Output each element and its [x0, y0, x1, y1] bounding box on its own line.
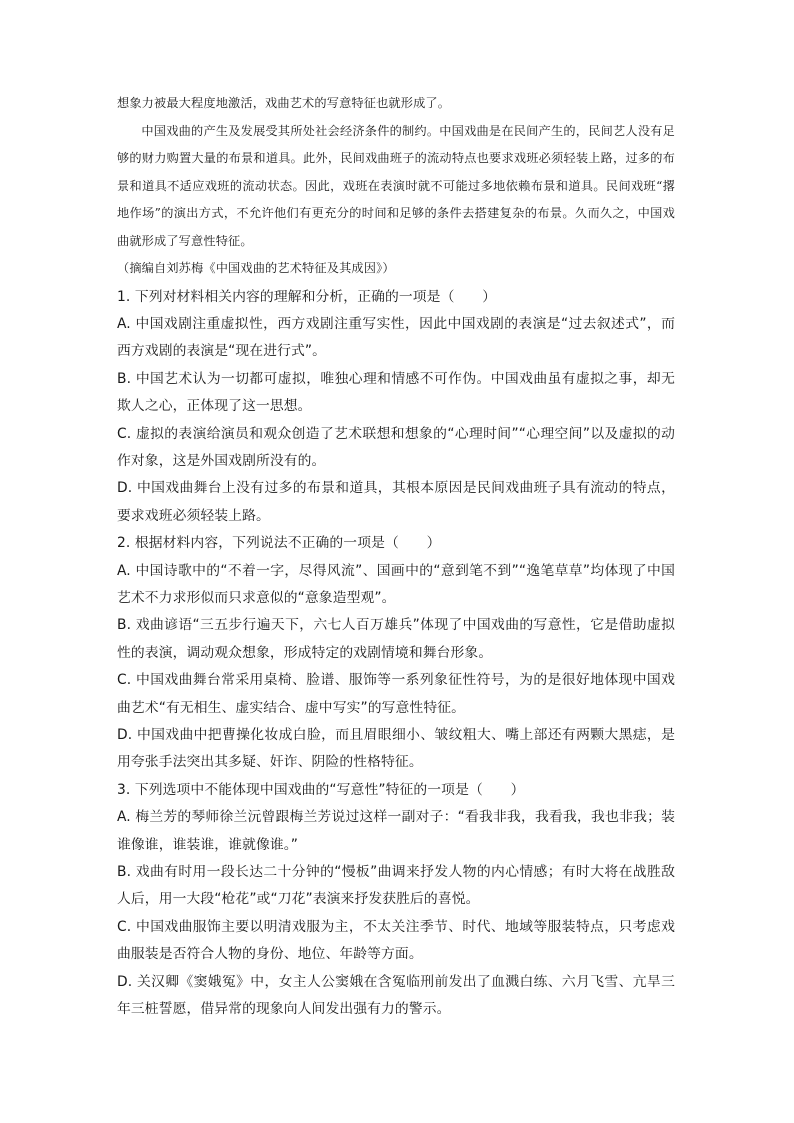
question-1-option-c: C. 虚拟的表演给演员和观众创造了艺术联想和想象的“心理时间”“心理空间”以及虚拟的动作对象，这是外国戏剧所没有的。	[117, 425, 675, 469]
question-stem-2: 2. 根据材料内容，下列说法不正确的一项是（ ）	[117, 535, 441, 552]
question-3-option-d: D. 关汉卿《窦娥冤》中，女主人公窦娥在含冤临刑前发出了血溅白练、六月飞雪、亢旱三年三桩誓愿，借异常的现象向人间发出强有力的警示。	[117, 973, 675, 1018]
passage-source: （摘编自刘苏梅《中国戏曲的艺术特征及其成因》）	[117, 261, 395, 275]
reading-passage	[117, 90, 675, 283]
passage-paragraph: 中国戏曲的产生及发展受其所处社会经济条件的制约。中国戏曲是在民间产生的，民间艺人没有足够的财力购置大量的布景和道具。此外，民间戏曲班子的流动特点也要求戏班必须轻装上路，过多的布景和道具不适应戏班的流动状态。因此，戏班在表演时就不可能过多地依赖布景和道具。民间戏班“撂地作场”的演出方式，不允许他们有更充分的时间和足够的条件去搭建复杂的布景。久而久之，中国戏曲就形成了写意性特征。	[117, 123, 675, 248]
question-list	[117, 284, 675, 1024]
question-2-option-d: D. 中国戏曲中把曹操化妆成白脸，而且眉眼细小、皱纹粗大、嘴上部还有两颗大黑痣，是用夸张手法突出其多疑、奸诈、阴险的性格特征。	[117, 727, 675, 771]
question-1-option-a: A. 中国戏剧注重虚拟性，西方戏剧注重写实性，因此中国戏剧的表演是“过去叙述式”，而西方戏剧的表演是“现在进行式”。	[117, 315, 675, 360]
passage-paragraph: 想象力被最大程度地激活，戏曲艺术的写意特征也就形成了。	[117, 96, 451, 110]
question-2-option-a: A. 中国诗歌中的“不着一字，尽得风流”、国画中的“意到笔不到”“逸笔草草”均体现了中国艺术不力求形似而只求意似的“意象造型观”。	[117, 562, 675, 606]
question-3-option-c: C. 中国戏曲服饰主要以明清戏服为主，不太关注季节、时代、地域等服装特点，只考虑戏曲服装是否符合人物的身份、地位、年龄等方面。	[117, 918, 675, 963]
question-1-option-b: B. 中国艺术认为一切都可虚拟，唯独心理和情感不可作伪。中国戏曲虽有虚拟之事，却无欺人之心，正体现了这一思想。	[117, 370, 675, 415]
question-1-option-d: D. 中国戏曲舞台上没有过多的布景和道具，其根本原因是民间戏曲班子具有流动的特点，要求戏班必须轻装上路。	[117, 480, 675, 524]
question-3-option-b: B. 戏曲有时用一段长达二十分钟的“慢板”曲调来抒发人物的内心情感；有时大将在战胜敌人后，用一大段“枪花”或“刀花”表演来抒发获胜后的喜悦。	[117, 864, 675, 908]
question-2-option-c: C. 中国戏曲舞台常采用桌椅、脸谱、服饰等一系列象征性符号，为的是很好地体现中国戏曲艺术“有无相生、虚实结合、虚中写实”的写意性特征。	[117, 672, 675, 716]
question-stem-3: 3. 下列选项中不能体现中国戏曲的“写意性”特征的一项是（ ）	[117, 781, 525, 798]
document-page	[117, 90, 675, 1023]
question-stem-1: 1. 下列对材料相关内容的理解和分析，正确的一项是（ ）	[117, 288, 497, 305]
question-3-option-a: A. 梅兰芳的琴师徐兰沅曾跟梅兰芳说过这样一副对子：“看我非我，我看我，我也非我；装谁像谁，谁装谁，谁就像谁。”	[117, 809, 675, 853]
question-2-option-b: B. 戏曲谚语“三五步行遍天下，六七人百万雄兵”体现了中国戏曲的写意性，它是借助虚拟性的表演，调动观众想象，形成特定的戏剧情境和舞台形象。	[117, 617, 675, 661]
